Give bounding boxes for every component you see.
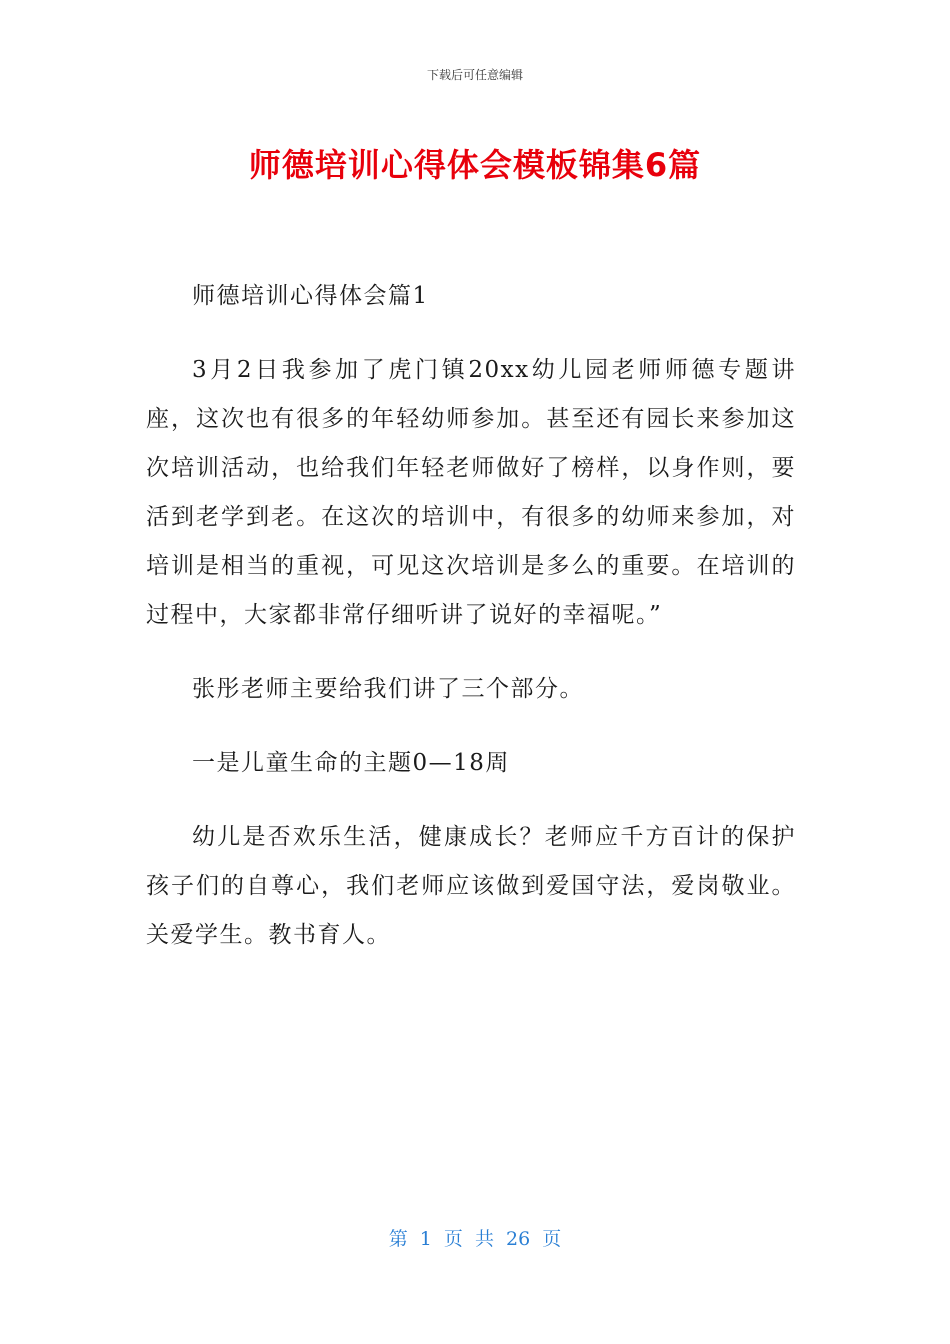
paragraph: 张彤老师主要给我们讲了三个部分。 xyxy=(192,676,584,702)
section-heading: 师德培训心得体会篇1 xyxy=(192,283,429,309)
paragraph: 3月2日我参加了虎门镇20xx幼儿园老师师德专题讲座，这次也有很多的年轻幼师参加。甚至还有园长来参加这次培训活动，也给我们年轻老师做好了榜样，以身作则，要活到老学到老。在这次的培训中，有很多的幼师来参加，对培训是相当的重视，可见这次培训是多么的重要。在培训的过程中，大家都非常仔细听讲了说好的幸福呢。” xyxy=(146,357,796,628)
paragraph: 一是儿童生命的主题0—18周 xyxy=(192,750,510,776)
header-note: 下载后可任意编辑 xyxy=(426,68,523,82)
paragraph: 幼儿是否欢乐生活，健康成长？老师应千方百计的保护孩子们的自尊心，我们老师应该做到爱国守法，爱岗敬业。关爱学生。教书育人。 xyxy=(146,824,796,948)
page-number-footer: 第 1 页 共 26 页 xyxy=(388,1228,562,1250)
document-title: 师德培训心得体会模板锦集6篇 xyxy=(248,146,702,184)
document-body xyxy=(146,272,796,985)
